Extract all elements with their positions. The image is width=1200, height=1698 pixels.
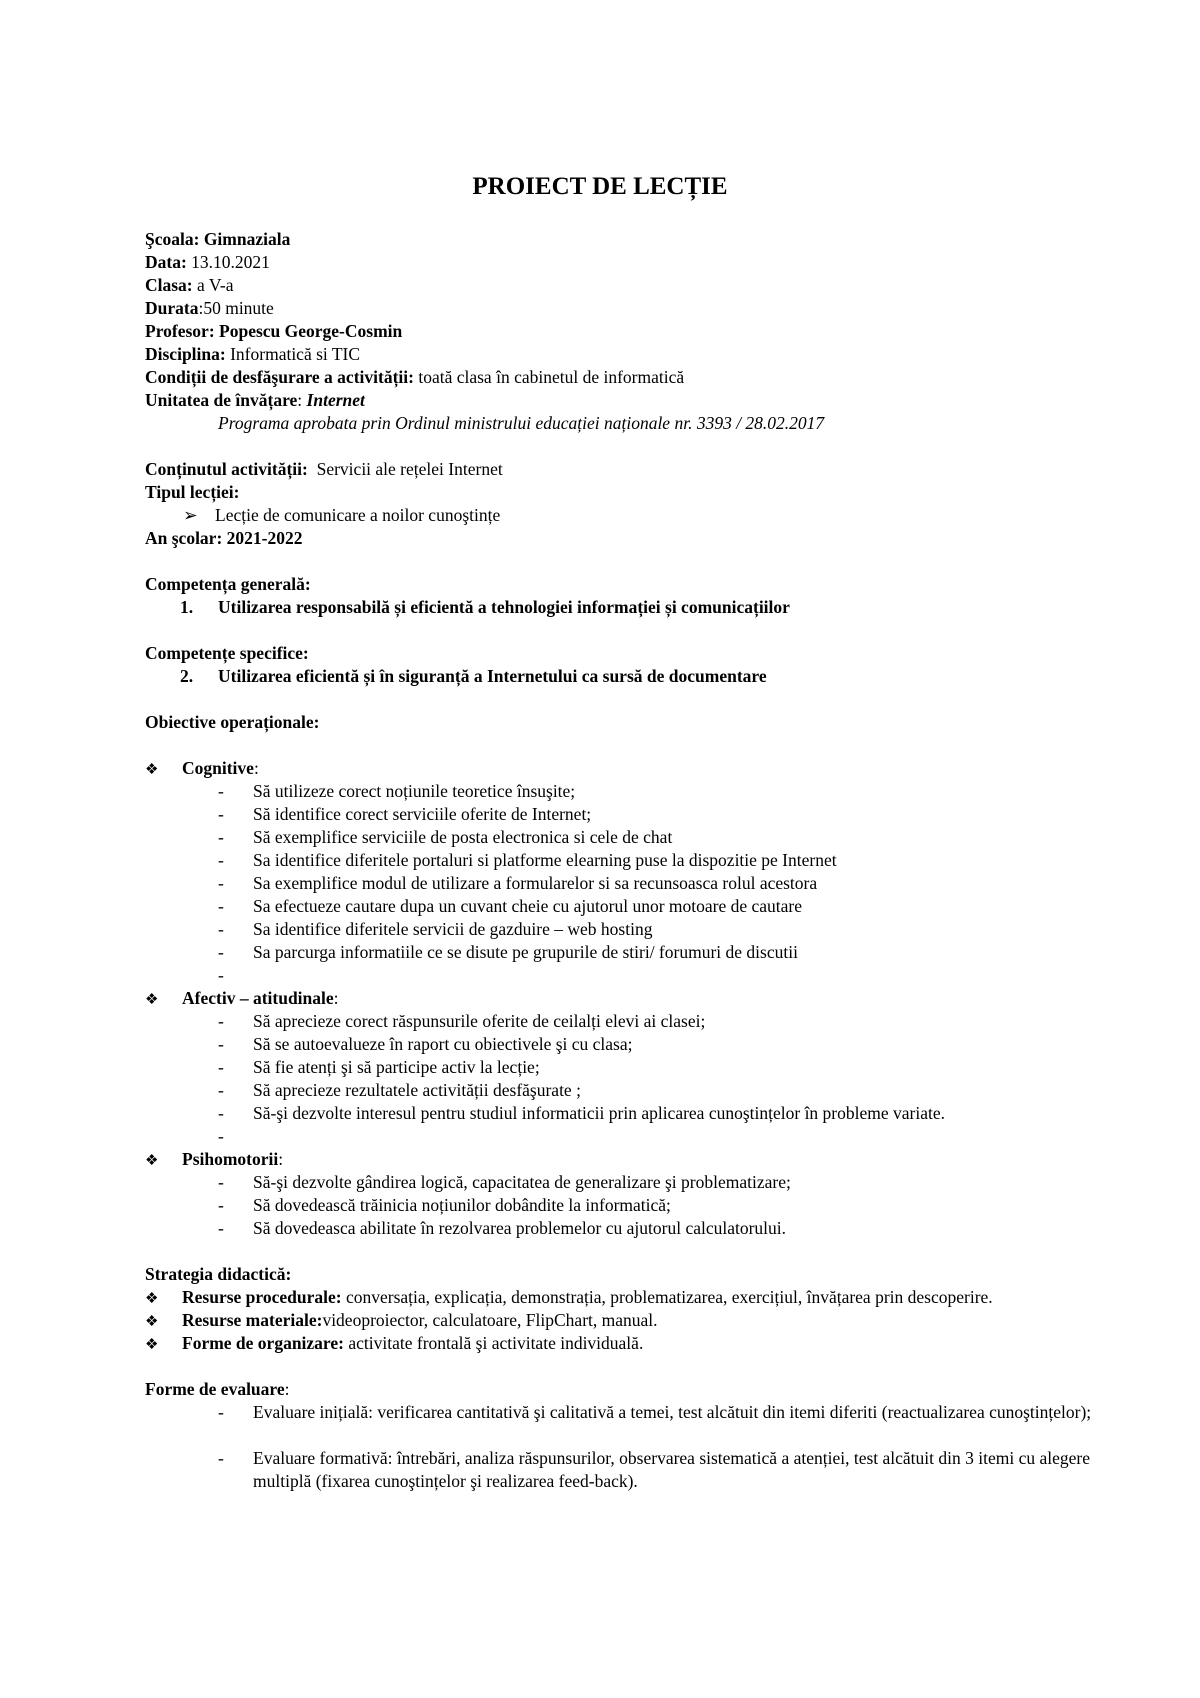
strategia-item-materiale: ❖ Resurse materiale:videoproiector, calculatoare, FlipChart, manual.: [145, 1309, 658, 1332]
cognitive-heading: ❖ Cognitive:: [145, 757, 259, 780]
evaluare-item-formativa: - Evaluare formativă: întrebări, analiza răspunsurilor, observarea sistematică a atenției, test alcătuit din 3 itemi cu alegere multiplă (fixarea cunoştințelor şi realizarea feed-back).: [218, 1448, 1090, 1491]
diamond-bullet-icon: ❖: [145, 762, 159, 778]
evaluare-heading: Forme de evaluare:: [145, 1379, 290, 1399]
list-item: - Sa identifice diferitele portaluri si platforme elearning puse la dispozitie pe Internet: [218, 850, 837, 870]
list-item: - Să-şi dezvolte gândirea logică, capacitatea de generalizare şi problematizare;: [218, 1172, 791, 1192]
obiective-heading: Obiective operaționale:: [145, 712, 320, 732]
page-title: PROIECT DE LECȚIE: [472, 173, 728, 200]
evaluare-item-initiala: - Evaluare inițială: verificarea cantitativă şi calitativă a temei, test alcătuit din itemi diferiti (reactualizarea cunoştințelor);: [218, 1402, 1092, 1422]
empty-list-item: -: [218, 965, 224, 985]
strategia-item-organizare: ❖ Forme de organizare: activitate frontală şi activitate individuală.: [145, 1332, 643, 1355]
list-item: - Să dovedeasca abilitate în rezolvarea problemelor cu ajutorul calculatorului.: [218, 1218, 787, 1238]
diamond-bullet-icon: ❖: [145, 992, 159, 1008]
list-item: - Sa efectueze cautare dupa un cuvant cheie cu ajutorul unor motoare de cautare: [218, 896, 803, 916]
list-item: - Sa exemplifice modul de utilizare a formularelor si sa recunsoasca rolul acestora: [218, 873, 818, 893]
programa-line: Programa aprobata prin Ordinul ministrului educației naționale nr. 3393 / 28.02.2017: [218, 413, 825, 433]
profesor-line: Profesor: Popescu George-Cosmin: [145, 321, 403, 341]
unitatea-line: Unitatea de învățare: Internet: [145, 390, 365, 410]
list-item: - Să se autoevalueze în raport cu obiectivele şi cu clasa;: [218, 1034, 633, 1054]
strategia-heading: Strategia didactică:: [145, 1264, 292, 1284]
list-item: - Să exemplifice serviciile de posta electronica si cele de chat: [218, 827, 673, 847]
empty-list-item: -: [218, 1126, 224, 1146]
tipul-item: ➢ Lecție de comunicare a noilor cunoştințe: [183, 505, 501, 525]
competenta-generala-heading: Competența generală:: [145, 574, 311, 594]
durata-line: Durata:50 minute: [145, 298, 274, 318]
competente-specifice-item: 2. Utilizarea eficientă și în siguranță a Internetului ca sursă de documentare: [180, 666, 767, 686]
list-item: - Să-şi dezvolte interesul pentru studiul informaticii prin aplicarea cunoştințelor în probleme variate.: [218, 1103, 946, 1123]
list-item: - Să dovedească trăinicia noțiunilor dobândite la informatică;: [218, 1195, 671, 1215]
an-scolar-line: An şcolar: 2021-2022: [145, 528, 303, 548]
continutul-line: Conținutul activității: Servicii ale rețelei Internet: [145, 459, 503, 479]
diamond-bullet-icon: ❖: [145, 1337, 159, 1353]
list-item: - Sa parcurga informatiile ce se disute pe grupurile de stiri/ forumuri de discutii: [218, 942, 798, 962]
afectiv-heading: ❖ Afectiv – atitudinale:: [145, 987, 339, 1010]
data-line: Data: 13.10.2021: [145, 252, 270, 272]
clasa-line: Clasa: a V-a: [145, 275, 234, 295]
list-item: - Să aprecieze corect răspunsurile oferite de ceilalți elevi ai clasei;: [218, 1011, 706, 1031]
conditii-line: Condiții de desfăşurare a activității: toată clasa în cabinetul de informatică: [145, 367, 685, 387]
strategia-item-procedurale: ❖ Resurse procedurale: conversația, explicația, demonstrația, problematizarea, exercițiul, învățarea prin descoperire.: [145, 1286, 993, 1309]
psihomotorii-heading: ❖ Psihomotorii:: [145, 1148, 283, 1171]
list-item: - Să utilizeze corect noțiunile teoretice însuşite;: [218, 781, 576, 801]
arrow-bullet-icon: ➢: [183, 505, 198, 525]
diamond-bullet-icon: ❖: [145, 1153, 159, 1169]
list-item: - Să fie atenți şi să participe activ la lecție;: [218, 1057, 540, 1077]
list-item: - Sa identifice diferitele servicii de gazduire – web hosting: [218, 919, 653, 939]
diamond-bullet-icon: ❖: [145, 1314, 159, 1330]
competenta-generala-item: 1. Utilizarea responsabilă și eficientă a tehnologiei informației și comunicațiilor: [180, 597, 790, 617]
list-item: - Să aprecieze rezultatele activității desfăşurate ;: [218, 1080, 581, 1100]
competente-specifice-heading: Competențe specifice:: [145, 643, 309, 663]
tipul-line: Tipul lecției:: [145, 482, 240, 502]
list-item: - Să identifice corect serviciile oferite de Internet;: [218, 804, 592, 824]
scoala-line: Şcoala: Gimnaziala: [145, 229, 291, 249]
disciplina-line: Disciplina: Informatică si TIC: [145, 344, 361, 364]
diamond-bullet-icon: ❖: [145, 1291, 159, 1307]
